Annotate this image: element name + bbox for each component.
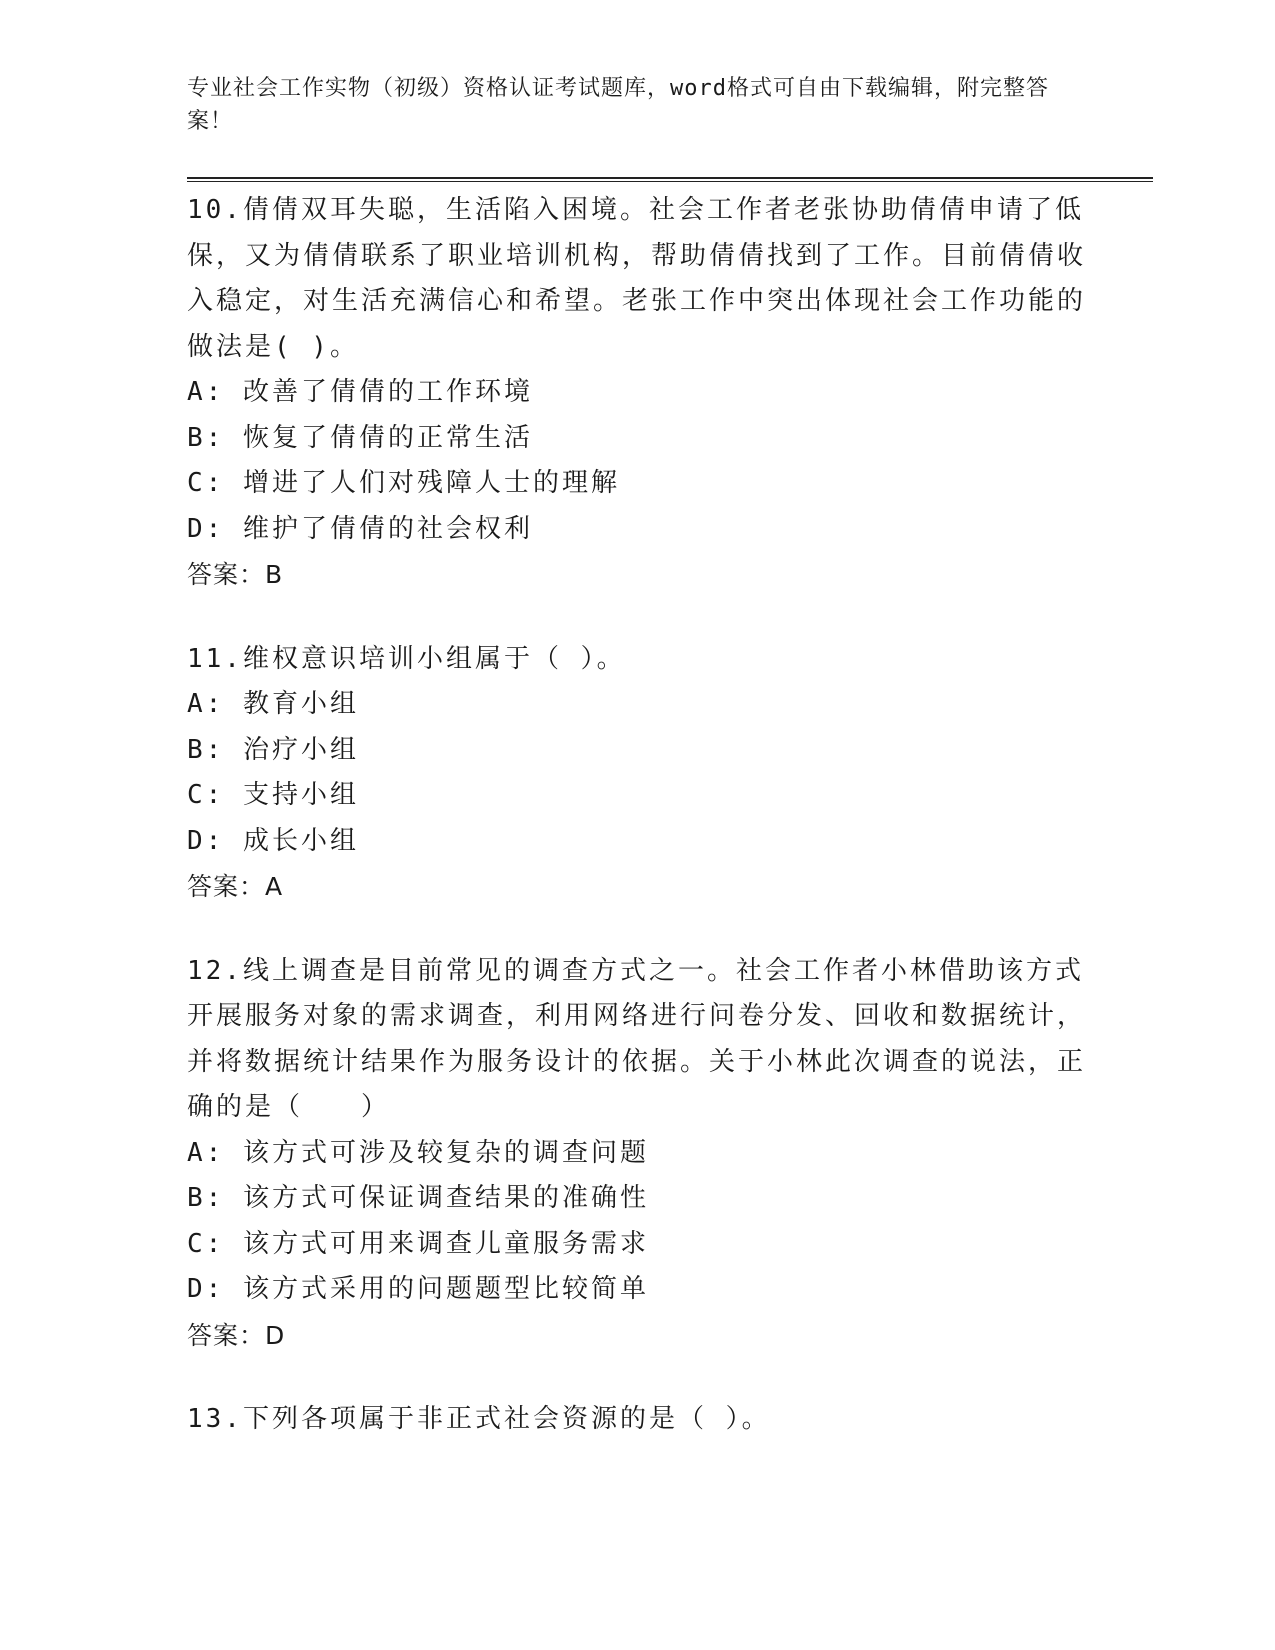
page-header: 专业社会工作实物（初级）资格认证考试题库，word格式可自由下载编辑，附完整答案！ xyxy=(187,76,1049,134)
option-a: A: 该方式可涉及较复杂的调查问题 xyxy=(187,1137,649,1168)
option-a: A: 改善了倩倩的工作环境 xyxy=(187,377,533,407)
question-11 xyxy=(187,637,1087,910)
option-b: B: 恢复了倩倩的正常生活 xyxy=(187,422,533,453)
question-stem: 12.线上调查是目前常见的调查方式之一。社会工作者小林借助该方式开展服务对象的需求调查，利用网络进行问卷分发、回收和数据统计，并将数据统计结果作为服务设计的依据。关于小林此次调查的说法，正确的是（ ） xyxy=(187,955,1087,1122)
question-stem: 10.倩倩双耳失聪，生活陷入困境。社会工作者老张协助倩倩申请了低保，又为倩倩联系了职业培训机构，帮助倩倩找到了工作。目前倩倩收入稳定，对生活充满信心和希望。老张工作中突出体现社会工作功能的做法是( )。 xyxy=(187,195,1087,362)
option-d: D: 维护了倩倩的社会权利 xyxy=(187,513,533,544)
question-12 xyxy=(187,949,1087,1359)
option-c: C: 增进了人们对残障人士的理解 xyxy=(187,468,620,498)
question-stem: 11.维权意识培训小组属于（ ）。 xyxy=(187,643,626,674)
option-c: C: 支持小组 xyxy=(187,780,359,810)
question-list xyxy=(187,188,1087,1482)
answer: 答案：D xyxy=(187,1320,286,1350)
header-divider xyxy=(187,177,1153,182)
option-a: A: 教育小组 xyxy=(187,689,359,719)
option-c: C: 该方式可用来调查儿童服务需求 xyxy=(187,1228,649,1259)
question-13 xyxy=(187,1397,1087,1443)
question-stem: 13.下列各项属于非正式社会资源的是（ ）。 xyxy=(187,1404,771,1434)
question-10 xyxy=(187,188,1087,598)
option-b: B: 治疗小组 xyxy=(187,734,359,765)
option-d: D: 该方式采用的问题题型比较简单 xyxy=(187,1274,649,1304)
answer: 答案：A xyxy=(187,872,284,901)
option-b: B: 该方式可保证调查结果的准确性 xyxy=(187,1183,649,1213)
option-d: D: 成长小组 xyxy=(187,825,359,856)
answer: 答案：B xyxy=(187,560,284,589)
